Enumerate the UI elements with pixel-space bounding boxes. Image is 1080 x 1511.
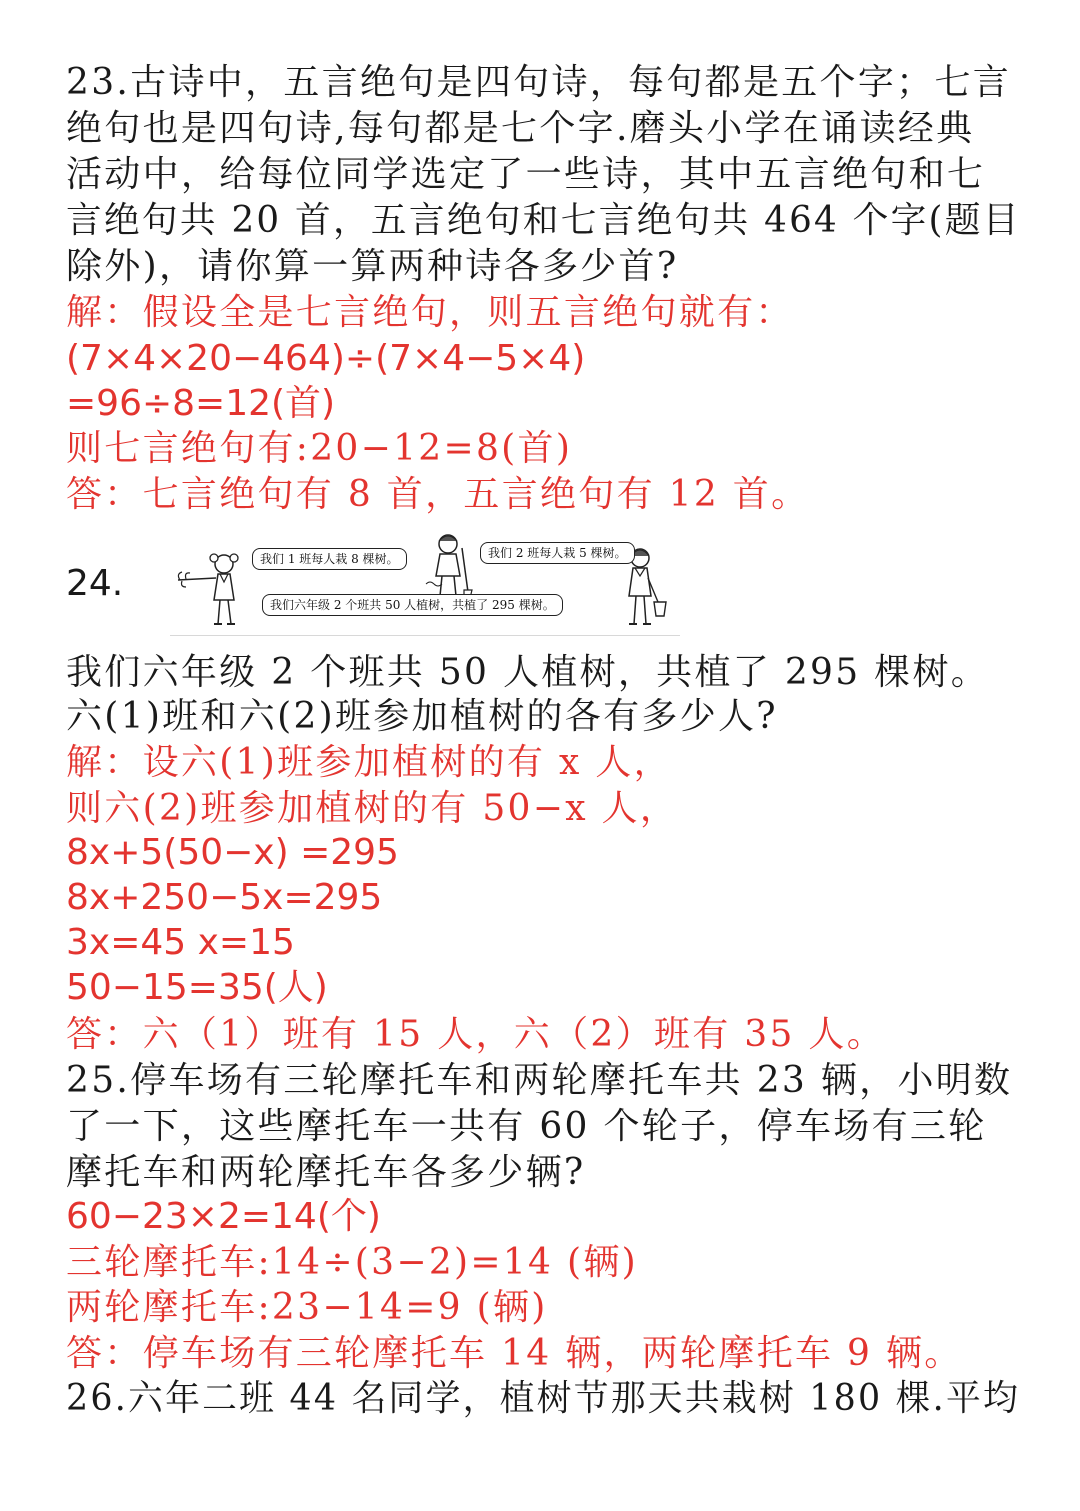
problem25-line-2: 了一下，这些摩托车一共有 60 个轮子，停车场有三轮 [66,1106,987,1147]
problem25-solution-3: 两轮摩托车:23−14=9 (辆) [66,1287,548,1328]
illustration-divider [170,635,680,636]
problem24-solution-5: 3x=45 x=15 [66,922,295,963]
problem25-line-1: 25.停车场有三轮摩托车和两轮摩托车共 23 辆，小明数 [66,1060,1013,1101]
problem23-line-2: 绝句也是四句诗,每句都是七个字.磨头小学在诵读经典 [66,108,975,149]
problem23-line-1: 23.古诗中，五言绝句是四句诗，每句都是五个字；七言 [66,62,1012,103]
problem23-solution-2: (7×4×20−464)÷(7×4−5×4) [66,338,586,379]
speech-bubble-class1: 我们 1 班每人栽 8 棵树。 [252,548,407,570]
problem23-solution-4: 则七言绝句有:20−12=8(首) [66,428,573,469]
problem24-line-2: 六(1)班和六(2)班参加植树的各有多少人? [66,696,778,737]
problem24-solution-1: 解：设六(1)班参加植树的有 x 人， [66,742,672,783]
problem23-solution-3: =96÷8=12(首) [66,383,336,424]
problem24-solution-4: 8x+250−5x=295 [66,877,383,918]
problem24-number: 24. [66,563,124,604]
problem25-answer: 答：停车场有三轮摩托车 14 辆，两轮摩托车 9 辆。 [66,1333,963,1374]
problem24-line-1: 我们六年级 2 个班共 50 人植树，共植了 295 棵树。 [66,652,990,693]
problem23-answer: 答：七言绝句有 8 首，五言绝句有 12 首。 [66,474,810,515]
problem26-line-1: 26.六年二班 44 名同学，植树节那天共栽树 180 棵.平均 [66,1378,1021,1419]
problem25-solution-1: 60−23×2=14(个) [66,1196,381,1237]
boy-with-shovel-figure [422,532,478,602]
tree-planting-illustration [170,530,680,636]
problem23-line-5: 除外)，请你算一算两种诗各多少首? [66,246,679,287]
problem24-solution-3: 8x+5(50−x) =295 [66,832,399,873]
speech-bubble-class2: 我们 2 班每人栽 5 棵树。 [480,542,635,564]
girl-with-branch-figure [176,550,254,632]
problem23-solution-1: 解：假设全是七言绝句，则五言绝句就有： [66,292,794,333]
problem24-solution-6: 50−15=35(人) [66,967,328,1008]
problem25-solution-2: 三轮摩托车:14÷(3−2)=14 (辆) [66,1242,638,1283]
problem23-line-4: 言绝句共 20 首，五言绝句和七言绝句共 464 个字(题目 [66,200,1021,241]
problem25-line-3: 摩托车和两轮摩托车各多少辆? [66,1152,586,1193]
problem24-solution-2: 则六(2)班参加植树的有 50−x 人， [66,788,679,829]
speech-bubble-grade: 我们六年级 2 个班共 50 人植树，共植了 295 棵树。 [262,594,563,616]
problem24-answer: 答：六（1）班有 15 人，六（2）班有 35 人。 [66,1014,885,1055]
problem23-line-3: 活动中，给每位同学选定了一些诗，其中五言绝句和七 [66,154,986,195]
